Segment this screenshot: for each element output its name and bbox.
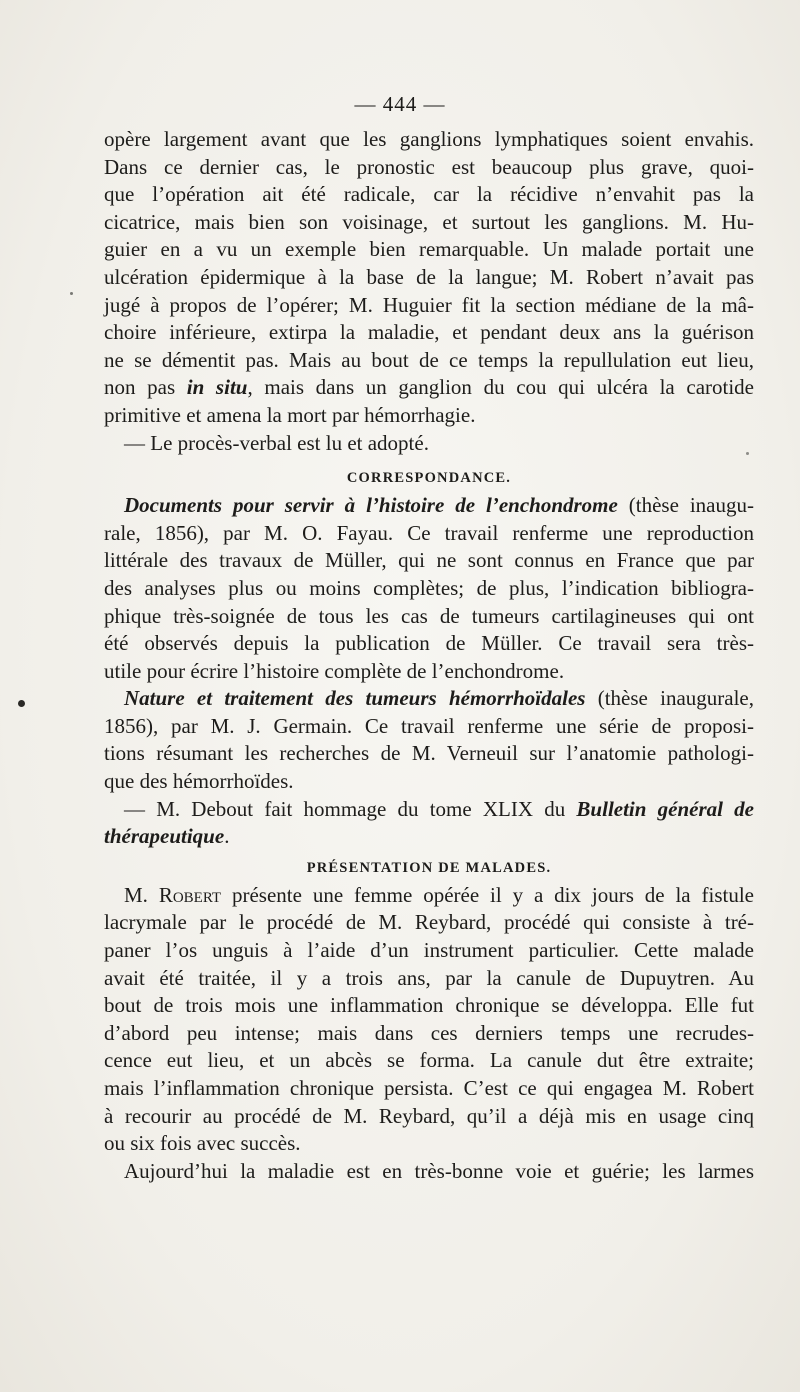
- text-line: [104, 1020, 754, 1048]
- text-line: [104, 740, 754, 768]
- text-line: [104, 796, 754, 824]
- text-run: .: [224, 824, 230, 849]
- text-run: cence eut lieu, et un abcès se forma. La canule dut être extraite;: [104, 1048, 754, 1073]
- text-run: rale, 1856), par M. O. Fayau. Ce travail renferme une reproduction: [104, 520, 754, 545]
- text-run: avait été traitée, il y a trois ans, par la canule de Dupuytren. Au: [104, 965, 754, 990]
- text-line: [104, 1130, 754, 1158]
- text-line: [104, 264, 754, 292]
- text-line: [104, 209, 754, 237]
- text-line: [104, 1103, 754, 1131]
- text-line: [104, 713, 754, 741]
- text-run: été observés depuis la publication de Müller. Ce travail sera très-: [104, 631, 754, 656]
- italic-text: thérapeutique: [104, 824, 225, 849]
- text-line: [104, 154, 754, 182]
- text-run: bout de trois mois une inflammation chronique se développa. Elle fut: [104, 993, 754, 1018]
- text-run: que des hémorrhoïdes.: [104, 769, 294, 794]
- ink-speck: [746, 452, 749, 455]
- text-line: [104, 236, 754, 264]
- text-run: non pas: [104, 375, 187, 400]
- text-run: — M. Debout fait hommage du tome XLIX du: [124, 796, 577, 821]
- text-run: , mais dans un ganglion du cou qui ulcéra la carotide: [247, 375, 754, 400]
- italic-text: in situ: [186, 375, 248, 400]
- ink-speck: [18, 700, 25, 707]
- section-heading: [104, 461, 754, 492]
- text-line: [104, 603, 754, 631]
- page-number: — 444 —: [354, 92, 446, 116]
- text-line: [104, 1047, 754, 1075]
- text-line: [104, 492, 754, 520]
- text-run: tions résumant les recherches de M. Verneuil sur l’anatomie pathologi-: [104, 741, 754, 766]
- text-line: [104, 347, 754, 375]
- text-line: [104, 402, 754, 430]
- text-line: [104, 882, 754, 910]
- text-run: — Le procès-verbal est lu et adopté.: [124, 430, 429, 455]
- text-line: [104, 374, 754, 402]
- text-line: [104, 992, 754, 1020]
- text-line: [104, 768, 754, 796]
- text-run: PRÉSENTATION DE MALADES.: [306, 859, 552, 876]
- text-run: guier en a vu un exemple bien remarquable. Un malade portait une: [104, 237, 754, 262]
- text-run: (thèse inaugurale,: [585, 686, 754, 711]
- text-run: lacrymale par le procédé de M. Reybard, procédé qui consiste à tré-: [104, 910, 754, 935]
- text-line: [104, 630, 754, 658]
- text-run: ulcération épidermique à la base de la langue; M. Robert n’avait pas: [104, 264, 754, 289]
- text-line: [104, 1075, 754, 1103]
- text-run: Aujourd’hui la maladie est en très-bonne voie et guérie; les larmes: [124, 1158, 754, 1183]
- text-run: mais l’inflammation chronique persista. C’est ce qui engagea M. Robert: [104, 1076, 754, 1100]
- text-run: Dans ce dernier cas, le pronostic est beaucoup plus grave, quoi-: [104, 154, 754, 179]
- italic-text: Documents pour servir à l’histoire de l’enchondrome: [124, 493, 618, 518]
- text-line: [104, 181, 754, 209]
- text-run: cicatrice, mais bien son voisinage, et surtout les ganglions. M. Hu-: [104, 209, 754, 234]
- ink-speck: [70, 292, 73, 295]
- text-run: choire inférieure, extirpa la maladie, et pendant deux ans la guérison: [104, 320, 754, 345]
- text-run: que l’opération ait été radicale, car la récidive n’envahit pas la: [104, 182, 754, 207]
- text-line: [104, 292, 754, 320]
- text-run: primitive et amena la mort par hémorrhagie.: [104, 402, 476, 427]
- text-run: phique très-soignée de tous les cas de tumeurs cartilagineuses qui ont: [104, 603, 754, 628]
- text-run: 1856), par M. J. Germain. Ce travail renferme une série de proposi-: [104, 713, 754, 738]
- italic-text: Nature et traitement des tumeurs hémorrhoïdales: [124, 686, 586, 711]
- text-run: littérale des travaux de Müller, qui ne sont connus en France que par: [104, 548, 754, 573]
- text-line: [104, 430, 754, 458]
- text-run: à recourir au procédé de M. Reybard, qu’il a déjà mis en usage cinq: [104, 1103, 754, 1128]
- text-line: [104, 909, 754, 937]
- text-line: [104, 965, 754, 993]
- text-run: utile pour écrire l’histoire complète de l’enchondrome.: [104, 658, 565, 683]
- text-run: ne se démentit pas. Mais au bout de ce temps la repullulation eut lieu,: [104, 347, 754, 372]
- text-line: [104, 126, 754, 154]
- text-run: jugé à propos de l’opérer; M. Huguier fit la section médiane de la mâ-: [104, 292, 754, 317]
- section-heading: [104, 851, 754, 882]
- text-line: [104, 1158, 754, 1186]
- text-line: [104, 685, 754, 713]
- text-run: ou six fois avec succès.: [104, 1131, 301, 1156]
- text-line: [104, 575, 754, 603]
- text-line: [104, 547, 754, 575]
- text-line: [104, 520, 754, 548]
- text-run: paner l’os unguis à l’aide d’un instrument particulier. Cette malade: [104, 938, 754, 963]
- text-run: des analyses plus ou moins complètes; de plus, l’indication bibliogra-: [104, 575, 754, 600]
- text-run: (thèse inaugu-: [617, 493, 754, 518]
- text-line: [104, 658, 754, 686]
- text-run: d’abord peu intense; mais dans ces derniers temps une recrudes-: [104, 1020, 754, 1045]
- text-line: [104, 823, 754, 851]
- small-caps-name: Robert: [158, 882, 222, 907]
- text-run: CORRESPONDANCE.: [346, 470, 512, 487]
- text-line: [104, 937, 754, 965]
- body-text: [104, 126, 754, 1185]
- text-run: opère largement avant que les ganglions lymphatiques soient envahis.: [104, 127, 754, 151]
- text-run: présente une femme opérée il y a dix jours de la fistule: [221, 882, 754, 907]
- text-line: [104, 319, 754, 347]
- italic-text: Bulletin général de: [576, 796, 754, 821]
- text-run: M.: [124, 882, 159, 907]
